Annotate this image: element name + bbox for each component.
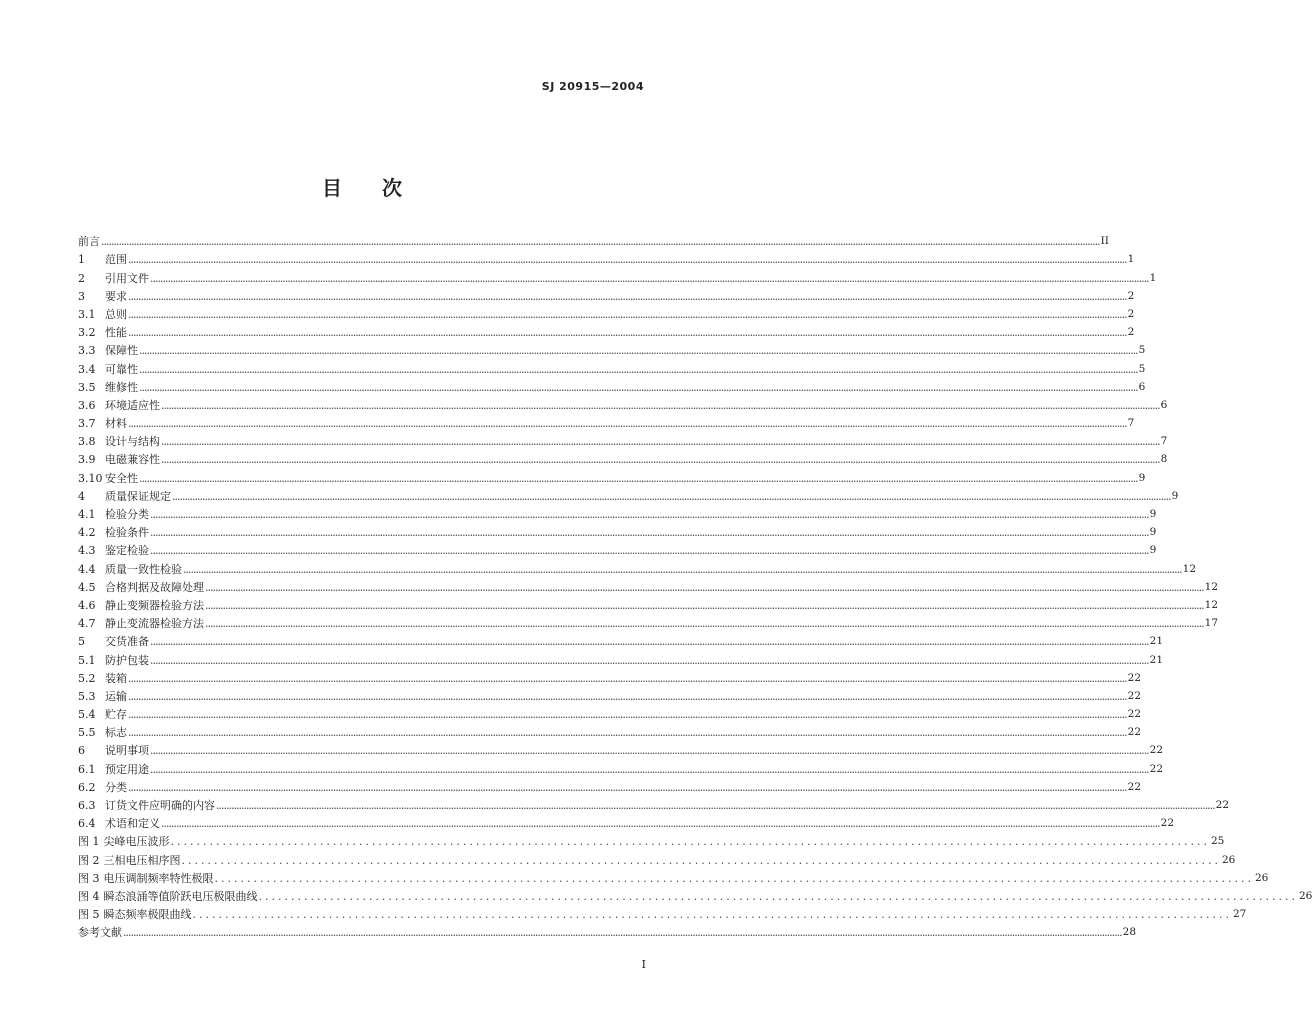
toc-entry-label: 装箱	[105, 671, 127, 685]
toc-entry-page: 22	[1127, 689, 1142, 702]
dot-leader: ................................................................................................................................................................................................................................................................................................................................................................................................................	[139, 380, 1138, 394]
toc-entry[interactable]	[78, 448, 1168, 467]
toc-entry-number: 3.2	[78, 326, 96, 340]
toc-entry[interactable]	[78, 557, 1197, 576]
toc-entry[interactable]	[78, 539, 1157, 558]
toc-entry-number: 4.2	[78, 526, 96, 540]
dot-leader: ................................................................................................................................................................................................................................................................................................................................................................................................................	[139, 471, 1138, 485]
toc-entry-label: 维修性	[105, 380, 138, 394]
toc-entry-number: 图 4	[78, 889, 100, 903]
toc-entry[interactable]	[78, 739, 1164, 758]
toc-entry-label: 引用文件	[105, 271, 149, 285]
table-of-contents	[78, 230, 1312, 940]
toc-entry-number: 图 5	[78, 908, 100, 922]
dot-leader: ................................................................................................................................................................................................................................................................................................................................................................................................................	[128, 289, 1127, 303]
dot-leader: ................................................................................................................................................................................................................................................................................................................................................................................................................	[205, 598, 1204, 612]
toc-entry[interactable]	[78, 466, 1146, 485]
dot-leader: ................................................................................................................................................................................................................................................................................................................................................................................................................	[128, 671, 1127, 685]
toc-entry[interactable]	[78, 685, 1142, 703]
toc-entry-page: 21	[1149, 635, 1164, 648]
dot-leader: ................................................................................................................................................................................................................................................................................................................................................................................................................	[216, 799, 1215, 812]
toc-entry[interactable]	[78, 612, 1219, 631]
dot-leader: ................................................................................................................................................................................................................................................................................................................................................................................................................	[128, 307, 1127, 321]
toc-entry-number: 5	[78, 635, 85, 649]
toc-entry-number: 5.3	[78, 689, 96, 703]
toc-entry-label: 电磁兼容性	[105, 453, 160, 467]
toc-entry-label: 预定用途	[105, 762, 149, 776]
toc-entry[interactable]	[78, 848, 1236, 867]
dot-leader: ................................................................................................................................................................	[181, 853, 1221, 867]
dot-leader: ................................................................................................................................................................................................................................................................................................................................................................................................................	[150, 508, 1149, 521]
toc-entry-page: 12	[1204, 598, 1219, 611]
toc-entry-page: 8	[1160, 453, 1168, 466]
dot-leader: ................................................................................................................................................................................................................................................................................................................................................................................................................	[123, 926, 1122, 940]
toc-entry-number: 3.8	[78, 435, 96, 449]
toc-entry-page: 1	[1149, 271, 1157, 284]
dot-leader: ................................................................................................................................................................................................................................................................................................................................................................................................................	[128, 253, 1127, 267]
dot-leader: ................................................................................................................................................................................................................................................................................................................................................................................................................	[139, 362, 1138, 376]
toc-entry-page: 1	[1127, 253, 1135, 266]
toc-entry-number: 图 3	[78, 871, 100, 885]
toc-entry-number: 图 1	[78, 835, 100, 849]
toc-entry[interactable]	[78, 412, 1135, 431]
toc-entry-number: 6.2	[78, 780, 96, 794]
toc-entry-number: 6.1	[78, 762, 96, 776]
toc-entry-label: 范围	[105, 253, 127, 267]
toc-entry[interactable]	[78, 703, 1142, 722]
toc-entry[interactable]	[78, 757, 1164, 776]
toc-entry-number: 4	[78, 489, 85, 503]
toc-entry-label: 术语和定义	[105, 817, 160, 831]
toc-entry[interactable]	[78, 266, 1157, 285]
toc-entry-number: 2	[78, 271, 85, 285]
standard-code: SJ 20915—2004	[541, 80, 644, 93]
dot-leader: ................................................................................................................................................................	[258, 889, 1298, 903]
toc-entry-label: 贮存	[105, 708, 127, 722]
toc-entry[interactable]	[78, 303, 1135, 321]
toc-entry-page: 22	[1149, 744, 1164, 757]
toc-entry-label: 三相电压相序图	[103, 853, 181, 867]
toc-entry[interactable]	[78, 721, 1142, 740]
toc-entry-page: 9	[1149, 526, 1157, 539]
toc-entry[interactable]	[78, 630, 1164, 649]
dot-leader: ................................................................................................................................................................................................................................................................................................................................................................................................................	[161, 453, 1160, 467]
dot-leader: ................................................................................................................................................................................................................................................................................................................................................................................................................	[150, 635, 1149, 649]
toc-entry-page: 2	[1127, 307, 1135, 320]
toc-entry-number: 5.2	[78, 671, 96, 685]
toc-entry[interactable]	[78, 648, 1164, 667]
toc-entry-page: 6	[1138, 380, 1146, 393]
page-title: 目 次	[322, 176, 402, 200]
toc-entry-page: 26	[1298, 889, 1312, 902]
toc-entry-label: 标志	[105, 726, 127, 740]
toc-entry-number: 3.9	[78, 453, 96, 467]
toc-entry-label: 鉴定检验	[105, 544, 149, 558]
dot-leader: ................................................................................................................................................................................................................................................................................................................................................................................................................	[128, 689, 1127, 703]
toc-entry-label: 环境适应性	[105, 398, 160, 412]
toc-entry[interactable]	[78, 667, 1142, 685]
dot-leader: ................................................................................................................................................................	[214, 871, 1254, 885]
toc-entry-label: 保障性	[105, 344, 138, 358]
dot-leader: ................................................................................................................................................................................................................................................................................................................................................................................................................	[161, 435, 1160, 449]
dot-leader: ................................................................................................................................................................................................................................................................................................................................................................................................................	[150, 526, 1149, 540]
toc-entry-number: 6.3	[78, 799, 96, 812]
toc-entry-number: 3.1	[78, 307, 96, 321]
toc-entry[interactable]	[78, 830, 1225, 849]
toc-entry-number: 3.5	[78, 380, 96, 394]
toc-entry-page: 22	[1127, 780, 1142, 793]
toc-entry-page: 25	[1210, 835, 1225, 848]
toc-entry-number: 6.4	[78, 817, 96, 831]
toc-entry[interactable]	[78, 812, 1175, 831]
dot-leader: ................................................................................................................................................................................................................................................................................................................................................................................................................	[205, 617, 1204, 631]
toc-entry-label: 可靠性	[105, 362, 138, 376]
toc-entry[interactable]	[78, 376, 1146, 394]
dot-leader: ................................................................................................................................................................................................................................................................................................................................................................................................................	[150, 744, 1149, 758]
toc-entry-page: 22	[1127, 671, 1142, 684]
toc-entry-number: 5.1	[78, 653, 96, 667]
dot-leader: ................................................................................................................................................................................................................................................................................................................................................................................................................	[150, 762, 1149, 776]
toc-entry[interactable]	[78, 394, 1168, 412]
toc-entry[interactable]	[78, 885, 1312, 903]
toc-entry-label: 静止变频器检验方法	[105, 598, 204, 612]
dot-leader: ................................................................................................................................................................................................................................................................................................................................................................................................................	[101, 235, 1100, 249]
toc-entry-number: 3.10	[78, 471, 103, 485]
toc-entry-label: 说明事项	[105, 744, 149, 758]
toc-entry[interactable]	[78, 776, 1142, 794]
toc-entry-page: 12	[1204, 580, 1219, 593]
toc-entry[interactable]	[78, 903, 1247, 922]
toc-entry-label: 总则	[105, 307, 127, 321]
toc-entry-page: 22	[1127, 708, 1142, 721]
toc-entry-number: 3	[78, 289, 85, 303]
toc-entry-number: 3.3	[78, 344, 96, 358]
toc-entry-number: 4.3	[78, 544, 96, 558]
toc-entry[interactable]	[78, 230, 1109, 249]
toc-entry-label: 质量保证规定	[105, 489, 171, 503]
toc-entry-page: 7	[1160, 435, 1168, 448]
toc-entry-label: 静止变流器检验方法	[105, 617, 204, 631]
toc-entry[interactable]	[78, 576, 1219, 594]
toc-entry-number: 5.5	[78, 726, 96, 740]
dot-leader: ................................................................................................................................................................................................................................................................................................................................................................................................................	[128, 708, 1127, 722]
dot-leader: ................................................................................................................................................................................................................................................................................................................................................................................................................	[128, 326, 1127, 340]
toc-entry-label: 参考文献	[78, 926, 122, 940]
toc-entry-label: 合格判据及故障处理	[105, 580, 204, 594]
dot-leader: ................................................................................................................................................................	[192, 908, 1232, 922]
dot-leader: ................................................................................................................................................................................................................................................................................................................................................................................................................	[205, 580, 1204, 594]
dot-leader: ................................................................................................................................................................................................................................................................................................................................................................................................................	[139, 344, 1138, 358]
toc-entry[interactable]	[78, 521, 1157, 540]
toc-entry-number: 6	[78, 744, 85, 758]
toc-entry-page: 2	[1127, 289, 1135, 302]
toc-entry-number: 1	[78, 253, 85, 267]
toc-entry-number: 4.7	[78, 617, 96, 631]
toc-entry-page: 26	[1254, 871, 1269, 884]
toc-entry-page: 5	[1138, 362, 1146, 375]
toc-entry-page: 22	[1127, 726, 1142, 739]
toc-entry-label: 电压调制频率特性极限	[103, 871, 214, 885]
toc-entry-page: 6	[1160, 398, 1168, 411]
toc-entry[interactable]	[78, 248, 1135, 267]
toc-entry-label: 瞬态浪涌等值阶跃电压极限曲线	[103, 889, 258, 903]
toc-entry-page: 22	[1160, 817, 1175, 830]
dot-leader: ................................................................................................................................................................................................................................................................................................................................................................................................................	[161, 817, 1160, 831]
toc-entry[interactable]	[78, 485, 1179, 503]
toc-entry-label: 要求	[105, 289, 127, 303]
dot-leader: ................................................................................................................................................................................................................................................................................................................................................................................................................	[150, 271, 1149, 285]
toc-entry-number: 4.5	[78, 580, 96, 594]
dot-leader: ................................................................................................................................................................................................................................................................................................................................................................................................................	[161, 398, 1160, 412]
toc-entry-page: 21	[1149, 653, 1164, 666]
toc-entry-number: 3.6	[78, 398, 96, 412]
toc-entry-page: 28	[1122, 926, 1137, 939]
toc-entry-number: 3.7	[78, 417, 96, 431]
toc-entry-page: II	[1100, 235, 1109, 248]
dot-leader: ................................................................................................................................................................................................................................................................................................................................................................................................................	[128, 780, 1127, 794]
toc-entry-label: 材料	[105, 417, 127, 431]
toc-entry-label: 前言	[78, 235, 100, 249]
dot-leader: ................................................................................................................................................................................................................................................................................................................................................................................................................	[128, 417, 1127, 431]
dot-leader: ................................................................................................................................................................................................................................................................................................................................................................................................................	[183, 562, 1182, 576]
toc-entry-label: 检验分类	[105, 508, 149, 521]
toc-entry-number: 5.4	[78, 708, 96, 722]
toc-entry-label: 检验条件	[105, 526, 149, 540]
toc-entry-number: 4.4	[78, 562, 96, 576]
page-folio: I	[641, 958, 646, 971]
toc-entry-page: 12	[1182, 562, 1197, 575]
toc-entry[interactable]	[78, 594, 1219, 612]
toc-entry-page: 9	[1138, 471, 1146, 484]
toc-entry-page: 22	[1215, 799, 1230, 811]
toc-entry[interactable]	[78, 921, 1137, 940]
toc-entry-number: 图 2	[78, 853, 100, 867]
toc-entry[interactable]	[78, 794, 1230, 812]
toc-entry[interactable]	[78, 321, 1135, 340]
toc-entry-page: 9	[1171, 489, 1179, 502]
toc-entry[interactable]	[78, 357, 1146, 376]
toc-entry[interactable]	[78, 339, 1146, 358]
toc-entry-page: 5	[1138, 344, 1146, 357]
toc-entry-label: 性能	[105, 326, 127, 340]
toc-entry-label: 质量一致性检验	[105, 562, 182, 576]
toc-entry-page: 26	[1221, 853, 1236, 866]
toc-entry-label: 运输	[105, 689, 127, 703]
toc-entry-page: 2	[1127, 326, 1135, 339]
toc-entry-number: 3.4	[78, 362, 96, 376]
toc-entry-number: 4.1	[78, 508, 96, 521]
toc-entry-page: 17	[1204, 617, 1219, 630]
toc-entry[interactable]	[78, 285, 1135, 303]
toc-entry-page: 9	[1149, 508, 1157, 520]
toc-entry[interactable]	[78, 430, 1168, 449]
toc-entry-label: 防护包装	[105, 653, 149, 667]
toc-entry[interactable]	[78, 867, 1269, 885]
toc-entry-page: 27	[1232, 908, 1247, 921]
toc-entry-label: 设计与结构	[105, 435, 160, 449]
toc-entry-label: 尖峰电压波形	[103, 835, 170, 849]
toc-entry[interactable]	[78, 503, 1157, 521]
dot-leader: ................................................................................................................................................................	[170, 835, 1210, 849]
toc-entry-page: 7	[1127, 417, 1135, 430]
toc-entry-page: 22	[1149, 762, 1164, 775]
toc-entry-label: 安全性	[105, 471, 138, 485]
dot-leader: ................................................................................................................................................................................................................................................................................................................................................................................................................	[128, 726, 1127, 740]
toc-entry-label: 交货准备	[105, 635, 149, 649]
toc-entry-page: 9	[1149, 544, 1157, 557]
toc-entry-label: 订货文件应明确的内容	[105, 799, 215, 812]
toc-entry-label: 分类	[105, 780, 127, 794]
dot-leader: ................................................................................................................................................................................................................................................................................................................................................................................................................	[150, 544, 1149, 558]
dot-leader: ................................................................................................................................................................................................................................................................................................................................................................................................................	[172, 489, 1171, 503]
toc-entry-label: 瞬态频率极限曲线	[103, 908, 192, 922]
dot-leader: ................................................................................................................................................................................................................................................................................................................................................................................................................	[150, 653, 1149, 667]
toc-entry-number: 4.6	[78, 598, 96, 612]
